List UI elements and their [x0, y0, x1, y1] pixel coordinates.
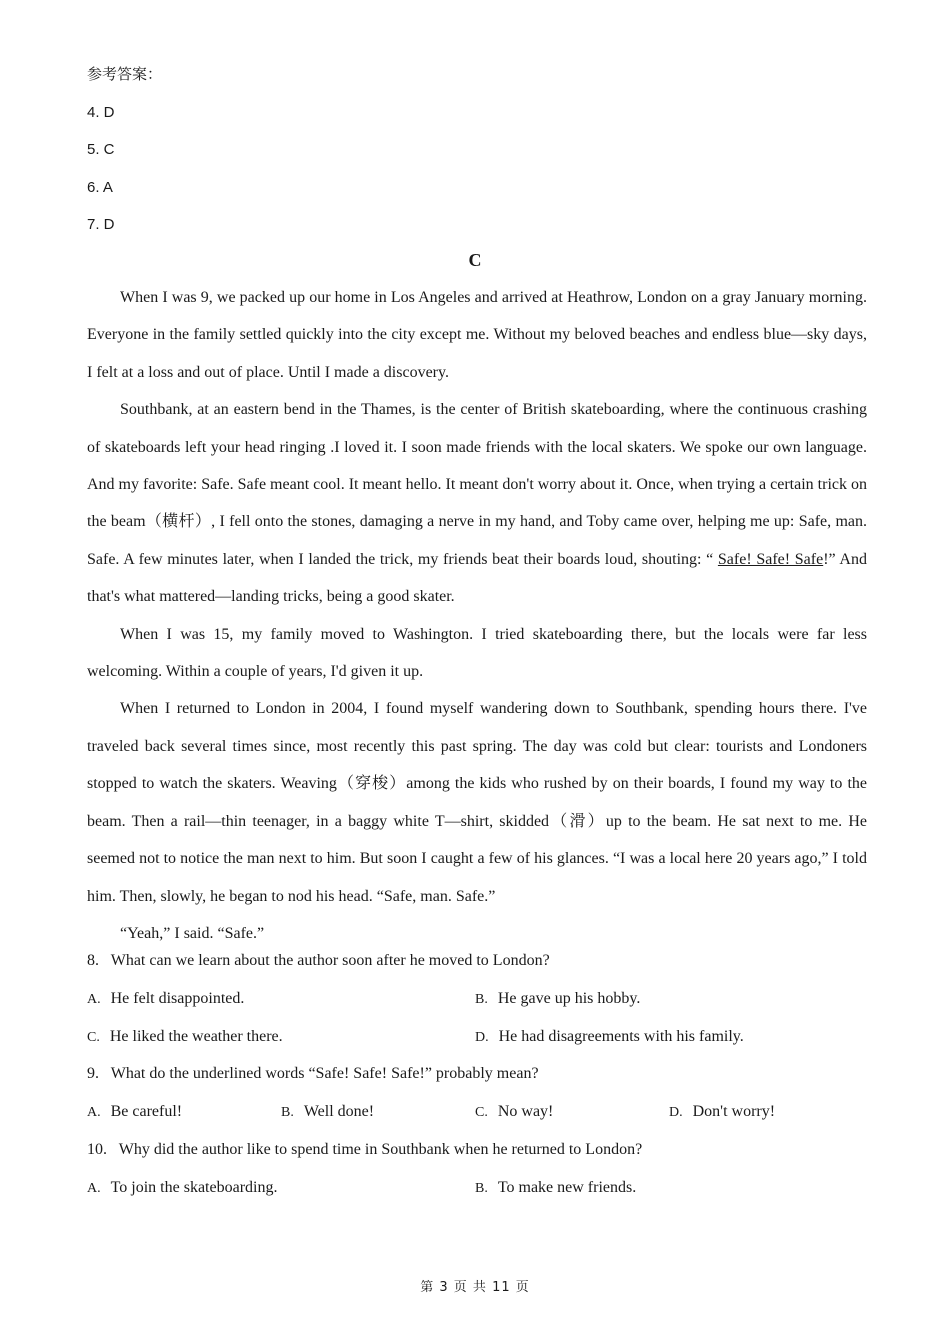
- question-number: 10.: [87, 1141, 107, 1158]
- question-text: What do the underlined words “Safe! Safe! Safe!” probably mean?: [110, 1065, 539, 1082]
- answer-item: 6. A: [87, 178, 113, 196]
- question-9: [87, 1065, 539, 1083]
- question-number: 9.: [87, 1065, 99, 1082]
- option-8d[interactable]: [475, 1028, 744, 1046]
- option-10a[interactable]: [87, 1179, 277, 1197]
- option-8c[interactable]: [87, 1028, 283, 1046]
- option-9c[interactable]: [475, 1103, 553, 1121]
- option-letter: C.: [87, 1030, 100, 1045]
- option-text: Be careful!: [110, 1103, 183, 1120]
- passage-paragraph-3: When I was 15, my family moved to Washington. I tried skateboarding there, but the locals were far less welcoming. Within a couple of years, I'd given it up.: [87, 625, 867, 681]
- option-letter: B.: [475, 992, 488, 1007]
- option-letter: D.: [669, 1105, 683, 1120]
- footer-page-number: 3: [439, 1280, 449, 1295]
- option-letter: B.: [475, 1181, 488, 1196]
- option-8a[interactable]: [87, 990, 244, 1008]
- option-letter: B.: [281, 1105, 294, 1120]
- option-letter: A.: [87, 1181, 101, 1196]
- option-text: He had disagreements with his family.: [498, 1028, 744, 1045]
- passage-paragraph-2-end: !” And that's what mattered—landing tricks, being a good skater.: [87, 550, 867, 606]
- passage-paragraph-2-text: Southbank, at an eastern bend in the Thames, is the center of British skateboarding, where the continuous crashing of skateboards left your head ringing .I loved it. I soon made friends with the local skaters. We spoke our own language. And my favorite: Safe. Safe meant cool. It meant hello. It meant don't worry about it. Once, when trying a certain trick on the beam（横杆）, I fell onto the stones, damaging a nerve in my hand, and Toby came over, helping me up: Safe, man. Safe. A few minutes later, when I landed the trick, my friends beat their boards loud, shouting: “: [87, 401, 867, 568]
- option-text: No way!: [497, 1103, 554, 1120]
- option-text: To join the skateboarding.: [110, 1179, 278, 1196]
- question-8: [87, 952, 550, 970]
- option-letter: A.: [87, 1105, 101, 1120]
- reading-passage: [87, 279, 867, 952]
- option-text: He felt disappointed.: [110, 990, 245, 1007]
- footer-total-pages: 11: [492, 1280, 511, 1295]
- passage-paragraph-4: When I returned to London in 2004, I found myself wandering down to Southbank, spending hours there. I've traveled back several times since, most recently this past spring. The day was cold but clear: tourists and Londoners stopped to watch the skaters. Weaving（穿梭）among the kids who rushed by on their boards, I found my way to the beam. Then a rail—thin teenager, in a baggy white T—shirt, skidded（滑）up to the beam. He sat next to me. He seemed not to notice the man next to him. But soon I caught a few of his glances. “I was a local here 20 years ago,” I told him. Then, slowly, he began to nod his head. “Safe, man. Safe.”: [87, 700, 867, 905]
- answer-item: 4. D: [87, 103, 115, 121]
- question-10: [87, 1141, 642, 1159]
- question-number: 8.: [87, 952, 99, 969]
- option-text: To make new friends.: [497, 1179, 637, 1196]
- option-9b[interactable]: [281, 1103, 374, 1121]
- passage-paragraph-5: “Yeah,” I said. “Safe.”: [120, 924, 265, 942]
- option-text: Don't worry!: [692, 1103, 776, 1120]
- footer-middle: 页 共: [453, 1280, 487, 1295]
- page-footer: [0, 1276, 950, 1295]
- answer-key: [87, 64, 162, 252]
- option-text: Well done!: [303, 1103, 375, 1120]
- answer-item: 7. D: [87, 216, 115, 233]
- question-text: Why did the author like to spend time in Southbank when he returned to London?: [118, 1141, 643, 1158]
- option-10b[interactable]: [475, 1179, 636, 1197]
- passage-paragraph-1: When I was 9, we packed up our home in Los Angeles and arrived at Heathrow, London on a gray January morning. Everyone in the family settled quickly into the city except me. Without my beloved beaches and endless blue—sky days, I felt at a loss and out of place. Until I made a discovery.: [87, 289, 867, 381]
- question-text: What can we learn about the author soon after he moved to London?: [110, 952, 550, 969]
- footer-suffix: 页: [515, 1280, 530, 1295]
- option-9a[interactable]: [87, 1103, 182, 1121]
- footer-prefix: 第: [420, 1280, 435, 1295]
- section-title: C: [468, 250, 482, 270]
- option-8b[interactable]: [475, 990, 640, 1008]
- option-9d[interactable]: [669, 1103, 775, 1121]
- option-letter: A.: [87, 992, 101, 1007]
- answer-item: 5. C: [87, 141, 115, 158]
- answer-key-heading: 参考答案：: [87, 66, 163, 83]
- option-letter: C.: [475, 1105, 488, 1120]
- option-text: He liked the weather there.: [109, 1028, 283, 1045]
- underlined-phrase: Safe! Safe! Safe: [717, 550, 824, 568]
- passage-paragraph-2: [87, 391, 867, 615]
- option-letter: D.: [475, 1030, 489, 1045]
- option-text: He gave up his hobby.: [497, 990, 641, 1007]
